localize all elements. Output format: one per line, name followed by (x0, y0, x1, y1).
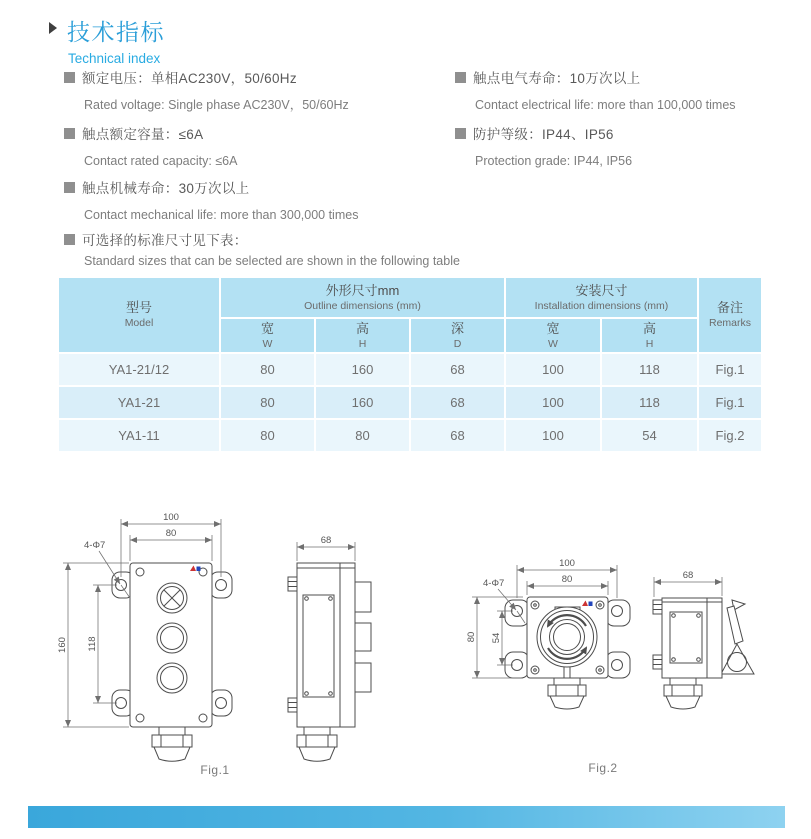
col-header-install: 安装尺寸 Installation dimensions (mm) (506, 278, 697, 317)
mushroom-button-side (721, 600, 754, 674)
spec-text-zh: 额定电压：单相AC230V，50/60Hz (82, 71, 297, 86)
cell-model: YA1-11 (59, 420, 219, 451)
dim-label: 160 (57, 637, 68, 653)
spec-text-zh: 可选择的标准尺寸见下表： (82, 233, 248, 248)
cell-model: YA1-21 (59, 387, 219, 418)
bullet-square-icon (64, 72, 75, 83)
bullet-square-icon (64, 234, 75, 245)
pushbutton-icon (157, 623, 187, 653)
dim-label: 80 (466, 631, 477, 643)
spec-text-en: Standard sizes that can be selected are shown in the following table (84, 254, 460, 268)
cell-height: 80 (316, 420, 409, 451)
dim-label: 100 (163, 512, 179, 523)
dim-label: 118 (87, 636, 98, 652)
cell-model: YA1-21/12 (59, 354, 219, 385)
table-row (59, 387, 761, 418)
dimensions-table (57, 276, 763, 453)
cell-remark: Fig.1 (699, 354, 761, 385)
col-subheader-install-w: 宽 W (506, 319, 600, 352)
pushbutton-icon (157, 663, 187, 693)
cable-gland (548, 678, 586, 709)
spec-text-en: Contact rated capacity: ≤6A (84, 154, 238, 168)
spec-item (455, 70, 736, 113)
bullet-square-icon (64, 128, 75, 139)
col-subheader-h: 高 H (316, 319, 409, 352)
bullet-square-icon (64, 182, 75, 193)
dim-label: 54 (491, 632, 502, 644)
dim-label: 80 (165, 528, 177, 539)
bullet-square-icon (455, 72, 466, 83)
dimensions-table-wrap (57, 276, 763, 453)
spec-text-zh: 触点额定容量：≤6A (82, 127, 204, 142)
cable-gland (297, 727, 337, 761)
cell-depth: 68 (411, 420, 504, 451)
emergency-stop-button-icon (537, 607, 597, 667)
cell-install-height: 118 (602, 387, 697, 418)
footer-bar (28, 806, 785, 828)
dim-label: 100 (559, 558, 575, 569)
figure2-caption: Fig.2 (588, 761, 618, 775)
spec-item (64, 232, 460, 269)
cell-remark: Fig.2 (699, 420, 761, 451)
spec-item (64, 126, 237, 169)
spec-item (455, 126, 632, 169)
cable-gland (664, 678, 702, 709)
figure2-drawing (455, 540, 800, 778)
selector-switch-icon (157, 583, 187, 613)
hole-label: 4-Φ7 (483, 578, 505, 589)
cable-gland (152, 727, 192, 761)
cell-install-height: 118 (602, 354, 697, 385)
col-header-outline: 外形尺寸mm Outline dimensions (mm) (221, 278, 504, 317)
dim-label: 68 (320, 535, 332, 546)
dim-label: 68 (682, 570, 694, 581)
section-header (49, 14, 165, 66)
fig2-front-view (505, 597, 630, 709)
fig1-front-view (112, 563, 232, 761)
hole-label: 4-Φ7 (84, 540, 106, 551)
col-header-remarks: 备注 Remarks (699, 278, 761, 352)
spec-text-zh: 触点电气寿命：10万次以上 (473, 71, 641, 86)
col-subheader-install-h: 高 H (602, 319, 697, 352)
spec-text-en: Contact mechanical life: more than 300,000 times (84, 208, 359, 222)
cell-depth: 68 (411, 387, 504, 418)
cell-width: 80 (221, 354, 314, 385)
spec-text-zh: 防护等级：IP44、IP56 (473, 127, 614, 142)
cell-depth: 68 (411, 354, 504, 385)
spec-text-en: Contact electrical life: more than 100,000 times (475, 98, 736, 112)
cell-install-width: 100 (506, 354, 600, 385)
dim-label: 80 (561, 574, 573, 585)
col-subheader-d: 深 D (411, 319, 504, 352)
cell-install-height: 54 (602, 420, 697, 451)
spec-item (64, 70, 349, 113)
spec-text-en: Protection grade: IP44, IP56 (475, 154, 633, 168)
figure1-drawing (55, 505, 400, 777)
bullet-square-icon (455, 128, 466, 139)
spec-text-zh: 触点机械寿命：30万次以上 (82, 181, 250, 196)
col-subheader-w: 宽 W (221, 319, 314, 352)
cell-install-width: 100 (506, 387, 600, 418)
spec-text-en: Rated voltage: Single phase AC230V，50/60Hz (84, 98, 349, 112)
cell-height: 160 (316, 387, 409, 418)
section-marker-icon (49, 22, 57, 34)
cell-remark: Fig.1 (699, 387, 761, 418)
table-row (59, 354, 761, 385)
cell-width: 80 (221, 420, 314, 451)
page-subtitle: Technical index (68, 51, 161, 66)
page-title: 技术指标 (67, 19, 165, 45)
table-row (59, 420, 761, 451)
col-header-model: 型号 Model (59, 278, 219, 352)
spec-item (64, 180, 358, 223)
fig1-side-view (288, 563, 371, 761)
cell-install-width: 100 (506, 420, 600, 451)
cell-height: 160 (316, 354, 409, 385)
fig2-side-view (653, 598, 754, 709)
figure1-caption: Fig.1 (200, 763, 230, 777)
cell-width: 80 (221, 387, 314, 418)
